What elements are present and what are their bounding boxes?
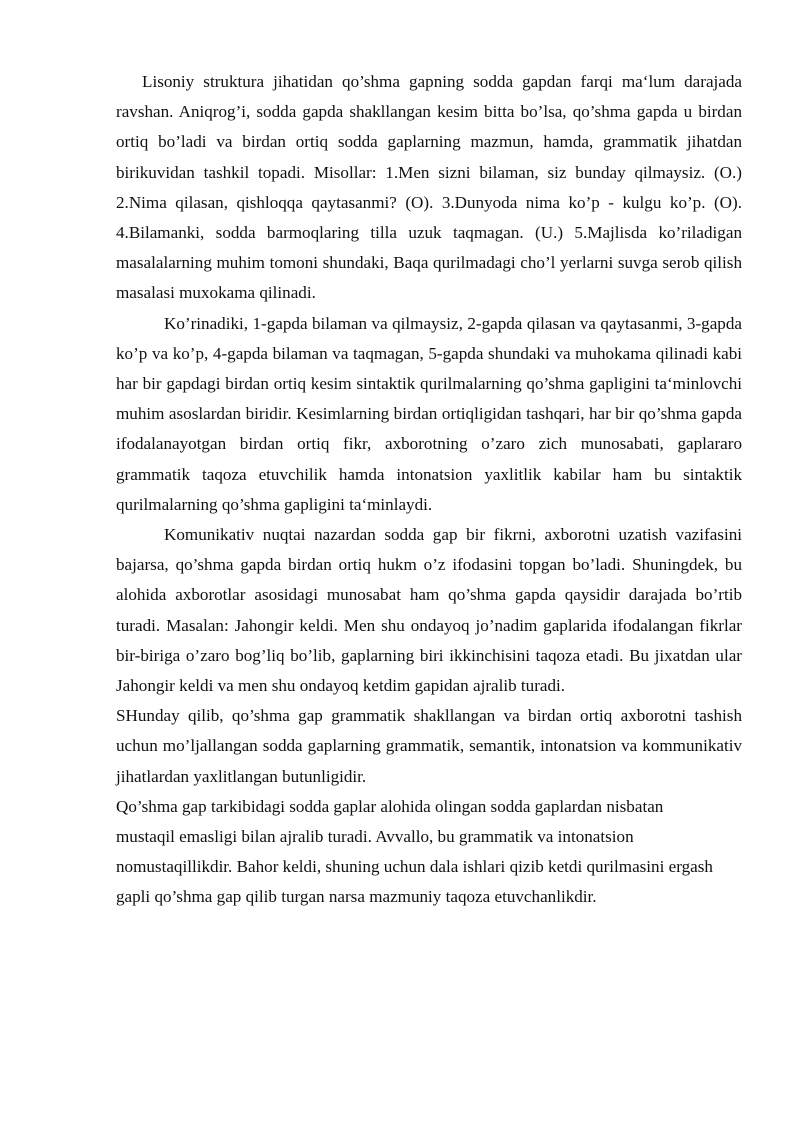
paragraph-4: SHunday qilib, qo’shma gap grammatik shakllangan va birdan ortiq axborotni tashish uchun mo’ljallangan sodda gaplarning grammatik, semantik, intonatsion va kommunikativ jihatlardan yaxlitlangan butunligidir. <box>116 706 742 786</box>
paragraph-1: Lisoniy struktura jihatidan qo’shma gapning sodda gapdan farqi ma‘lum darajada ravshan. Aniqrog’i, sodda gapda shakllangan kesim bitta bo’lsa, qo’shma gapda u birdan ortiq bo’ladi va birdan ortiq sodda gaplarning mazmun, hamda, grammatik jihatdan birikuvidan tashkil topadi. Misollar: 1.Men sizni bilaman, siz bunday qilmaysiz. (O.) 2.Nima qilasan, qishloqqa qaytasanmi? (O). 3.Dunyoda nima ko’p - kulgu ko’p. (O). 4.Bilamanki, sodda barmoqlaring tilla uzuk taqmagan. (U.) 5.Majlisda ko’riladigan masalalarning muhim tomoni shundaki, Baqa qurilmadagi cho’l yerlarni suvga serob qilish masalasi muxokama qilinadi. <box>116 72 742 303</box>
paragraph-3: Komunikativ nuqtai nazardan sodda gap bir fikrni, axborotni uzatish vazifasini bajarsa, qo’shma gapda birdan ortiq hukm o’z ifodasini topgan bo’ladi. Shuningdek, bu alohida axborotlar asosidagi munosabat ham qo’shma gapda qaysidir darajada bo’rtib turadi. Masalan: Jahongir keldi. Men shu ondayoq jo’nadim gaplarida ifodalangan fikrlar bir-biriga o’zaro bog’liq bo’lib, gaplarning biri ikkinchisini taqoza etadi. Bu jixatdan ular Jahongir keldi va men shu ondayoq ketdim gapidan ajralib turadi. <box>116 525 742 696</box>
paragraph-2: Ko’rinadiki, 1-gapda bilaman va qilmaysiz, 2-gapda qilasan va qaytasanmi, 3-gapda ko’p va ko’p, 4-gapda bilaman va taqmagan, 5-gapda shundaki va muhokama qilinadi kabi har bir gapdagi birdan ortiq kesim sintaktik qurilmalarning qo’shma gapligini ta‘minlovchi muhim asoslardan biridir. Kesimlarning birdan ortiqligidan tashqari, har bir qo’shma gapda ifodalanayotgan birdan ortiq fikr, axborotning o’zaro zich munosabati, gaplararo grammatik taqoza etuvchilik hamda intonatsion yaxlitlik kabilar ham bu sintaktik qurilmalarning qo’shma gapligini ta‘minlaydi. <box>116 313 742 514</box>
document-page <box>116 67 742 913</box>
paragraph-5: Qo’shma gap tarkibidagi sodda gaplar alohida olingan sodda gaplardan nisbatan mustaqil emasligi bilan ajralib turadi. Avvallo, bu grammatik va intonatsion nomustaqillikdir. Bahor keldi, shuning uchun dala ishlari qizib ketdi qurilmasini ergash gapli qo’shma gap qilib turgan narsa mazmuniy taqoza etuvchanlikdir. <box>116 796 713 907</box>
